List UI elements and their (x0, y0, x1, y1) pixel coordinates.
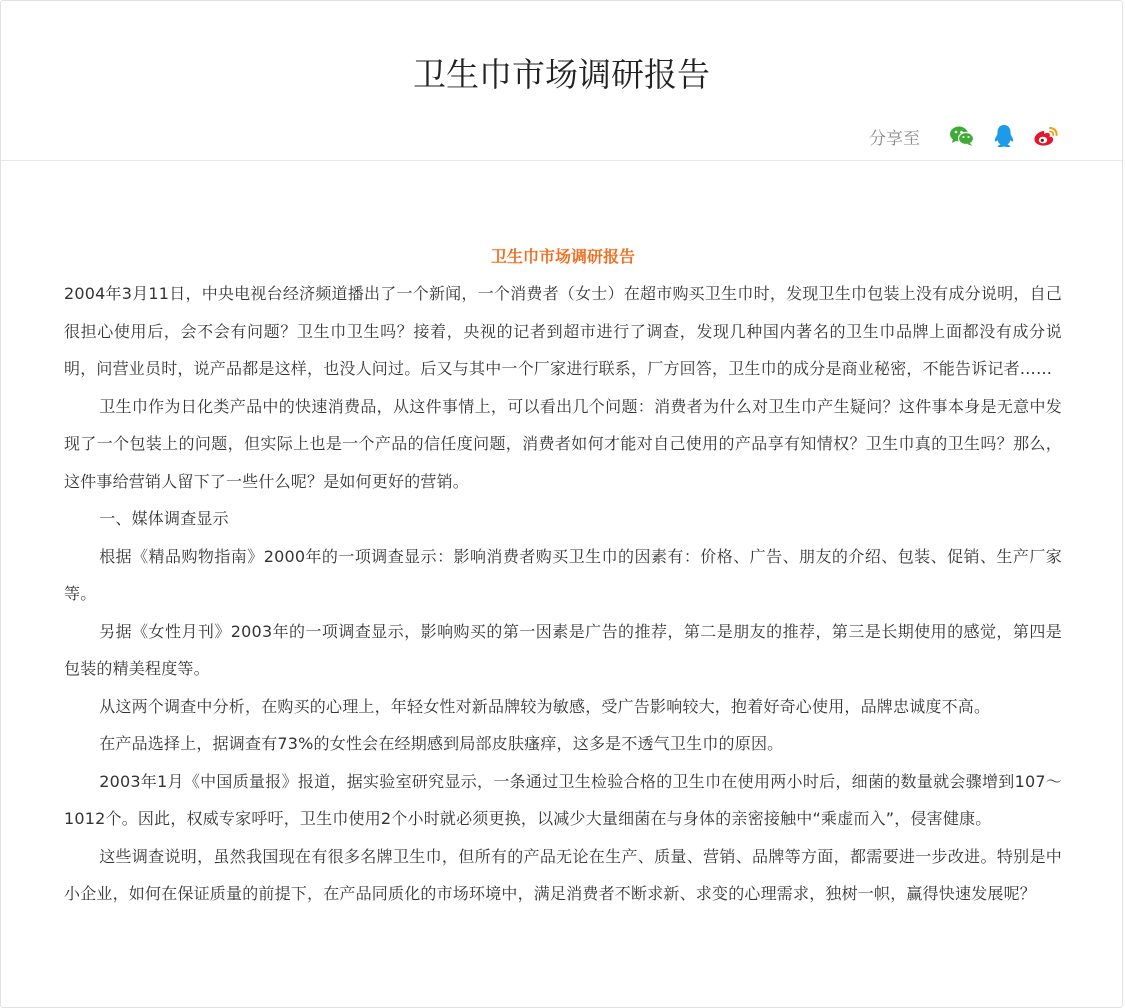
weibo-share-button[interactable] (1032, 122, 1060, 150)
share-label: 分享至 (869, 128, 920, 149)
wechat-icon (949, 125, 975, 147)
article-paragraph: 在产品选择上，据调查有73%的女性会在经期感到局部皮肤瘙痒，这多是不透气卫生巾的原因。 (99, 734, 784, 753)
document-header (1, 1, 1122, 161)
article-paragraph: 这些调查说明，虽然我国现在有很多名牌卫生巾，但所有的产品无论在生产、质量、营销、品牌等方面，都需要进一步改进。特别是中小企业，如何在保证质量的前提下，在产品同质化的市场环境中，满足消费者不断求新、求变的心理需求，独树一帜，赢得快速发展呢？ (64, 846, 1062, 903)
section-heading: 一、媒体调查显示 (99, 509, 229, 528)
article-paragraph: 2004年3月11日，中央电视台经济频道播出了一个新闻，一个消费者（女士）在超市购买卫生巾时，发现卫生巾包装上没有成分说明，自己很担心使用后，会不会有问题？卫生巾卫生吗？接着，央视的记者到超市进行了调查，发现几种国内著名的卫生巾品牌上面都没有成分说明，问营业员时，说产品都是这样，也没人问过。后又与其中一个厂家进行联系，厂方回答，卫生巾的成分是商业秘密，不能告诉记者…… (64, 284, 1062, 378)
article-title: 卫生巾市场调研报告 (490, 247, 635, 266)
article-paragraph: 卫生巾作为日化类产品中的快速消费品，从这件事情上，可以看出几个问题：消费者为什么对卫生巾产生疑问？这件事本身是无意中发现了一个包装上的问题，但实际上也是一个产品的信任度问题，消费者如何才能对自己使用的产品享有知情权？卫生巾真的卫生吗？那么，这件事给营销人留下了一些什么呢？是如何更好的营销。 (64, 396, 1062, 491)
article-paragraph: 根据《精品购物指南》2000年的一项调查显示：影响消费者购买卫生巾的因素有：价格、广告、朋友的介绍、包装、促销、生产厂家等。 (64, 546, 1062, 603)
article-paragraph: 2003年1月《中国质量报》报道，据实验室研究显示，一条通过卫生检验合格的卫生巾在使用两小时后，细菌的数量就会骤增到107～1012个。因此，权威专家呼吁，卫生巾使用2个小时就必须更换，以减少大量细菌在与身体的亲密接触中“乘虚而入”，侵害健康。 (64, 771, 1062, 828)
article-paragraph: 从这两个调查中分析，在购买的心理上，年轻女性对新品牌较为敏感，受广告影响较大，抱着好奇心使用，品牌忠诚度不高。 (99, 696, 991, 716)
article-body (64, 239, 1062, 913)
page-title: 卫生巾市场调研报告 (413, 55, 710, 94)
qq-icon (993, 124, 1015, 148)
weibo-icon (1033, 125, 1059, 147)
wechat-share-button[interactable] (948, 122, 976, 150)
article-paragraph: 另据《女性月刊》2003年的一项调查显示，影响购买的第一因素是广告的推荐，第二是朋友的推荐，第三是长期使用的感觉，第四是包装的精美程度等。 (64, 621, 1062, 678)
qq-share-button[interactable] (990, 122, 1018, 150)
share-bar (869, 121, 1060, 151)
